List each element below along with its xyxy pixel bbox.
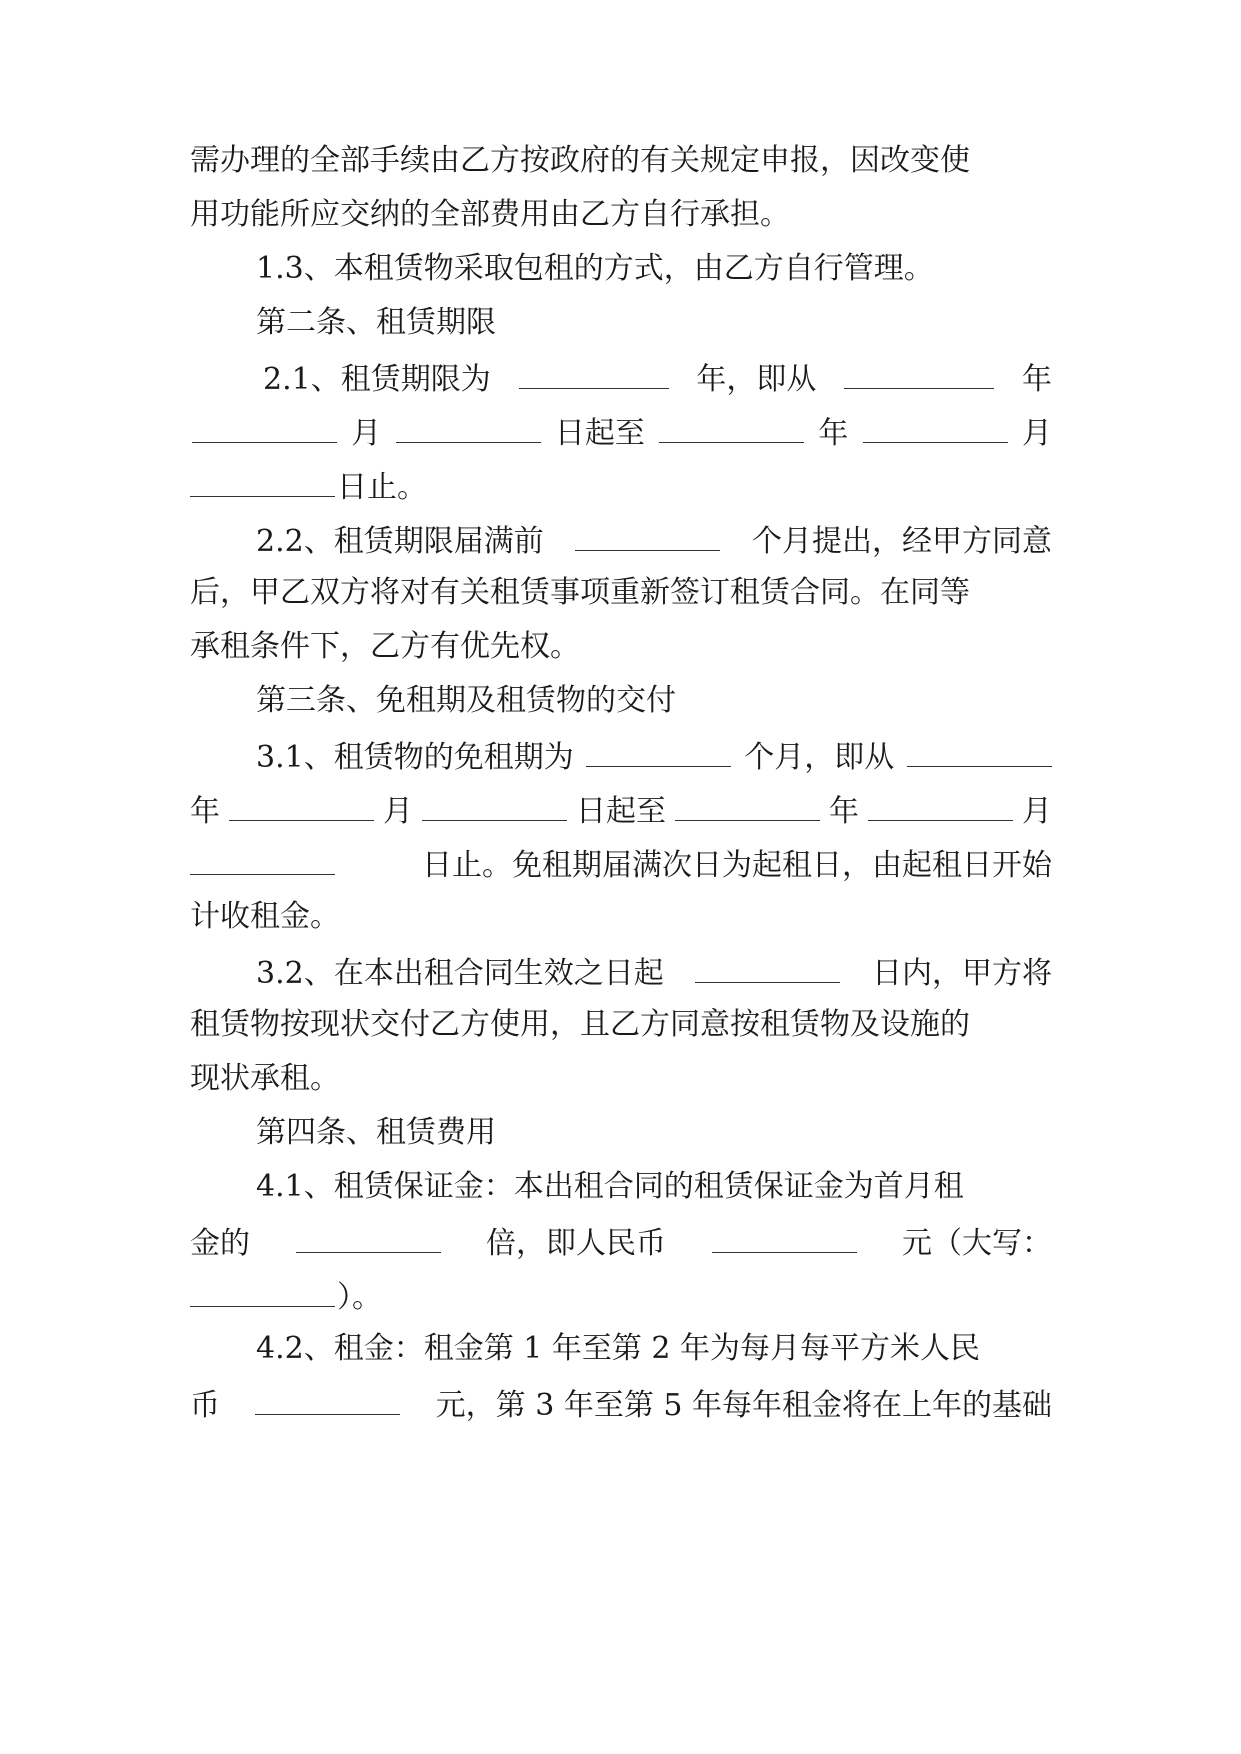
fill-in-blank[interactable] — [396, 410, 541, 443]
fill-in-blank[interactable] — [844, 356, 994, 389]
text-line — [256, 1328, 1052, 1370]
fill-in-blank[interactable] — [296, 1220, 441, 1253]
text-line: 3.2、在本出租合同生效之日起 日内，甲方将 — [256, 950, 1052, 992]
fill-in-blank[interactable] — [675, 788, 820, 821]
line-text: 租赁物按现状交付乙方使用，且乙方同意按租赁物及设施的 — [190, 1007, 970, 1042]
text-line — [256, 248, 1052, 290]
fill-in-blank[interactable] — [422, 788, 567, 821]
section-heading — [256, 1112, 1052, 1154]
fill-in-blank[interactable] — [695, 950, 840, 983]
text-line: 3.1、租赁物的免租期为 个月，即从 — [256, 734, 1052, 776]
text-line: 年 月 日起至 年 月 — [190, 788, 1052, 830]
line-text: 计收租金。 — [190, 899, 340, 934]
text-line: 日止。 — [190, 464, 1052, 506]
section-heading — [256, 302, 1052, 344]
text-line — [190, 572, 1052, 614]
fill-in-blank[interactable] — [229, 788, 374, 821]
line-text: 4.2、租金：租金第 1 年至第 2 年为每月每平方米人民 — [256, 1331, 981, 1366]
line-text: 承租条件下，乙方有优先权。 — [190, 629, 580, 664]
fill-in-blank[interactable] — [519, 356, 669, 389]
fill-in-blank[interactable] — [712, 1220, 857, 1253]
text-line — [190, 1004, 1052, 1046]
fill-in-blank[interactable] — [190, 842, 335, 875]
fill-in-blank[interactable] — [863, 410, 1008, 443]
line-text: 4.1、租赁保证金：本出租合同的租赁保证金为首月租 — [256, 1169, 964, 1204]
fill-in-blank[interactable] — [255, 1382, 400, 1415]
text-line — [256, 1166, 1052, 1208]
line-text: 现状承租。 — [190, 1061, 340, 1096]
text-line — [190, 1058, 1052, 1100]
fill-in-blank[interactable] — [190, 1274, 335, 1307]
line-text: 后，甲乙双方将对有关租赁事项重新签订租赁合同。在同等 — [190, 575, 970, 610]
text-line: ）。 — [190, 1274, 1052, 1316]
text-line — [190, 140, 1052, 182]
fill-in-blank[interactable] — [659, 410, 804, 443]
fill-in-blank[interactable] — [192, 410, 337, 443]
text-line: 日止。免租期届满次日为起租日，由起租日开始 — [190, 842, 1052, 884]
text-line: 金的 倍，即人民币 元（大写： — [190, 1220, 1052, 1262]
heading-text: 第四条、租赁费用 — [256, 1115, 496, 1150]
heading-text: 第三条、免租期及租赁物的交付 — [256, 683, 676, 718]
text-line: 2.2、租赁期限届满前 个月提出，经甲方同意 — [256, 518, 1052, 560]
fill-in-blank[interactable] — [907, 734, 1052, 767]
line-text: 需办理的全部手续由乙方按政府的有关规定申报，因改变使 — [190, 143, 970, 178]
text-line: 币 元，第 3 年至第 5 年每年租金将在上年的基础 — [190, 1382, 1052, 1424]
line-text: 用功能所应交纳的全部费用由乙方自行承担。 — [190, 197, 790, 232]
text-line — [190, 896, 1052, 938]
text-line — [190, 194, 1052, 236]
text-line: 2.1、租赁期限为 年，即从 年 — [263, 356, 1052, 398]
section-heading — [256, 680, 1052, 722]
text-line: 月 日起至 年 月 — [190, 410, 1052, 452]
fill-in-blank[interactable] — [586, 734, 731, 767]
fill-in-blank[interactable] — [190, 464, 335, 497]
line-text: 1.3、本租赁物采取包租的方式，由乙方自行管理。 — [256, 251, 934, 286]
heading-text: 第二条、租赁期限 — [256, 305, 496, 340]
text-line — [190, 626, 1052, 668]
fill-in-blank[interactable] — [868, 788, 1013, 821]
fill-in-blank[interactable] — [575, 518, 720, 551]
